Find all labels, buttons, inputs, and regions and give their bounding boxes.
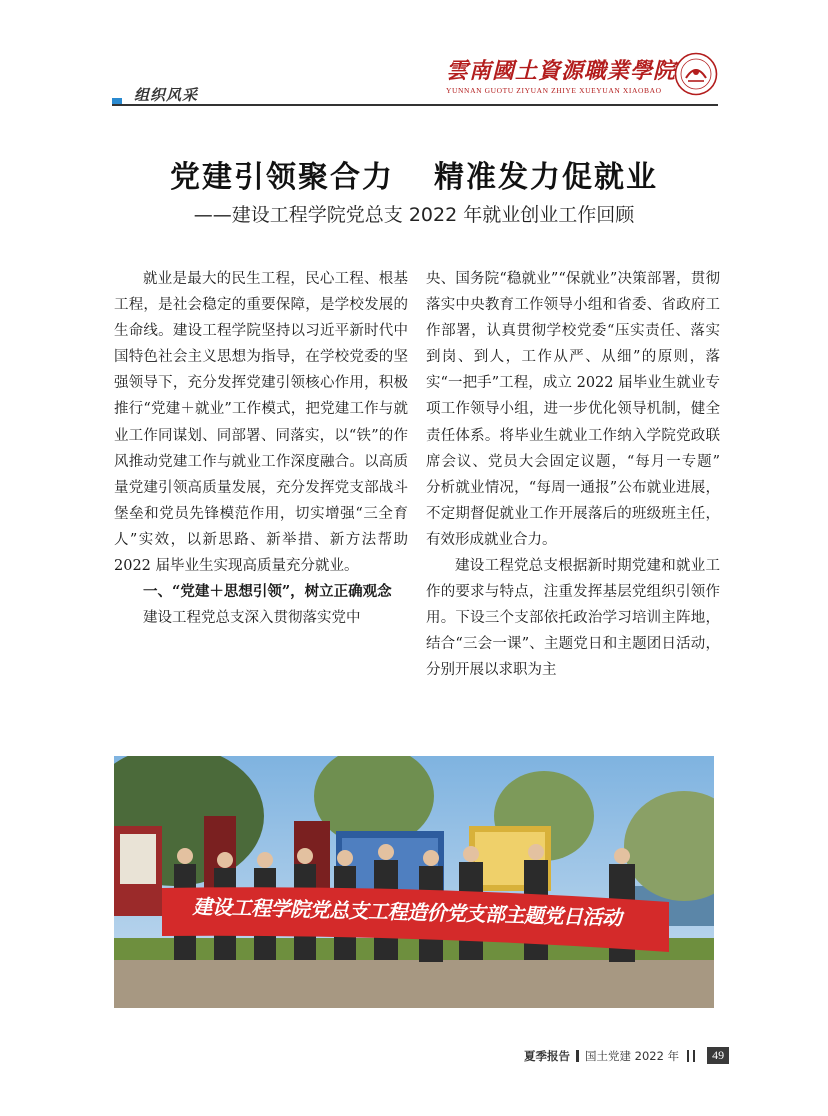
paragraph: 央、国务院“稳就业”“保就业”决策部署，贯彻落实中央教育工作领导小组和省委、省政府工作部署，认真贯彻学校党委“压实责任、落实到岗、到人，工作从严、从细”的原则，落实“一把手”工程，成立 2022 届毕业生就业专项工作领导小组，进一步优化领导机制，健全责任体系。将毕业生就业工作纳入学院党政联席会议、党员大会固定议题，“每月一专题” 分析就业情况，“每周一通报”公布就业进展，不定期督促就业工作开展落后的班级班主任，有效形成就业合力。 bbox=[426, 271, 720, 548]
title-part-2: 精准发力促就业 bbox=[434, 160, 658, 195]
paragraph: 建设工程党总支深入贯彻落实党中 bbox=[143, 610, 361, 627]
header-rule bbox=[112, 104, 718, 106]
text-column-right bbox=[426, 266, 720, 684]
article-title bbox=[0, 152, 828, 196]
footer-divider-double bbox=[687, 1050, 695, 1062]
issue-label: 国土党建 2022 年 bbox=[585, 1048, 680, 1063]
section-label: 组织风采 bbox=[134, 86, 199, 104]
journal-name: 夏季报告 bbox=[524, 1048, 570, 1063]
group-photo bbox=[114, 756, 714, 1008]
school-seal-icon bbox=[674, 52, 718, 96]
school-name-cn: 雲南國土資源職業學院 bbox=[446, 58, 677, 84]
school-name-en: YUNNAN GUOTU ZIYUAN ZHIYE XUEYUAN XIAOBAO bbox=[446, 86, 662, 95]
section-heading: 一、“党建＋思想引领”，树立正确观念 bbox=[143, 583, 392, 601]
article-subtitle: ——建设工程学院党总支 2022 年就业创业工作回顾 bbox=[193, 204, 635, 226]
footer-divider bbox=[576, 1050, 579, 1062]
text-column-left bbox=[114, 266, 408, 631]
paragraph: 就业是最大的民生工程，民心工程、根基工程，是社会稳定的重要保障，是学校发展的生命线。建设工程学院坚持以习近平新时代中国特色社会主义思想为指导，在学校党委的坚强领导下，充分发挥党建引领核心作用，积极推行“党建＋就业”工作模式，把党建工作与就业工作同谋划、同部署、同落实，以“铁”的作风推动党建工作与就业工作深度融合。以高质量党建引领高质量发展，充分发挥党支部战斗堡垒和党员先锋模范作用，切实增强“三全育人”实效，以新思路、新举措、新方法帮助 2022 届毕业生实现高质量充分就业。 bbox=[114, 271, 408, 575]
photo-banner-text: 建设工程学院党总支工程造价党支部主题党日活动 bbox=[192, 894, 622, 930]
page-footer bbox=[524, 1047, 729, 1064]
title-part-1: 党建引领聚合力 bbox=[170, 160, 394, 195]
page-number: 49 bbox=[707, 1047, 729, 1064]
paragraph: 建设工程党总支根据新时期党建和就业工作的要求与特点，注重发挥基层党组织引领作用。下设三个支部依托政治学习培训主阵地，结合“三会一课”、主题党日和主题团日活动，分别开展以求职为主 bbox=[426, 558, 720, 679]
